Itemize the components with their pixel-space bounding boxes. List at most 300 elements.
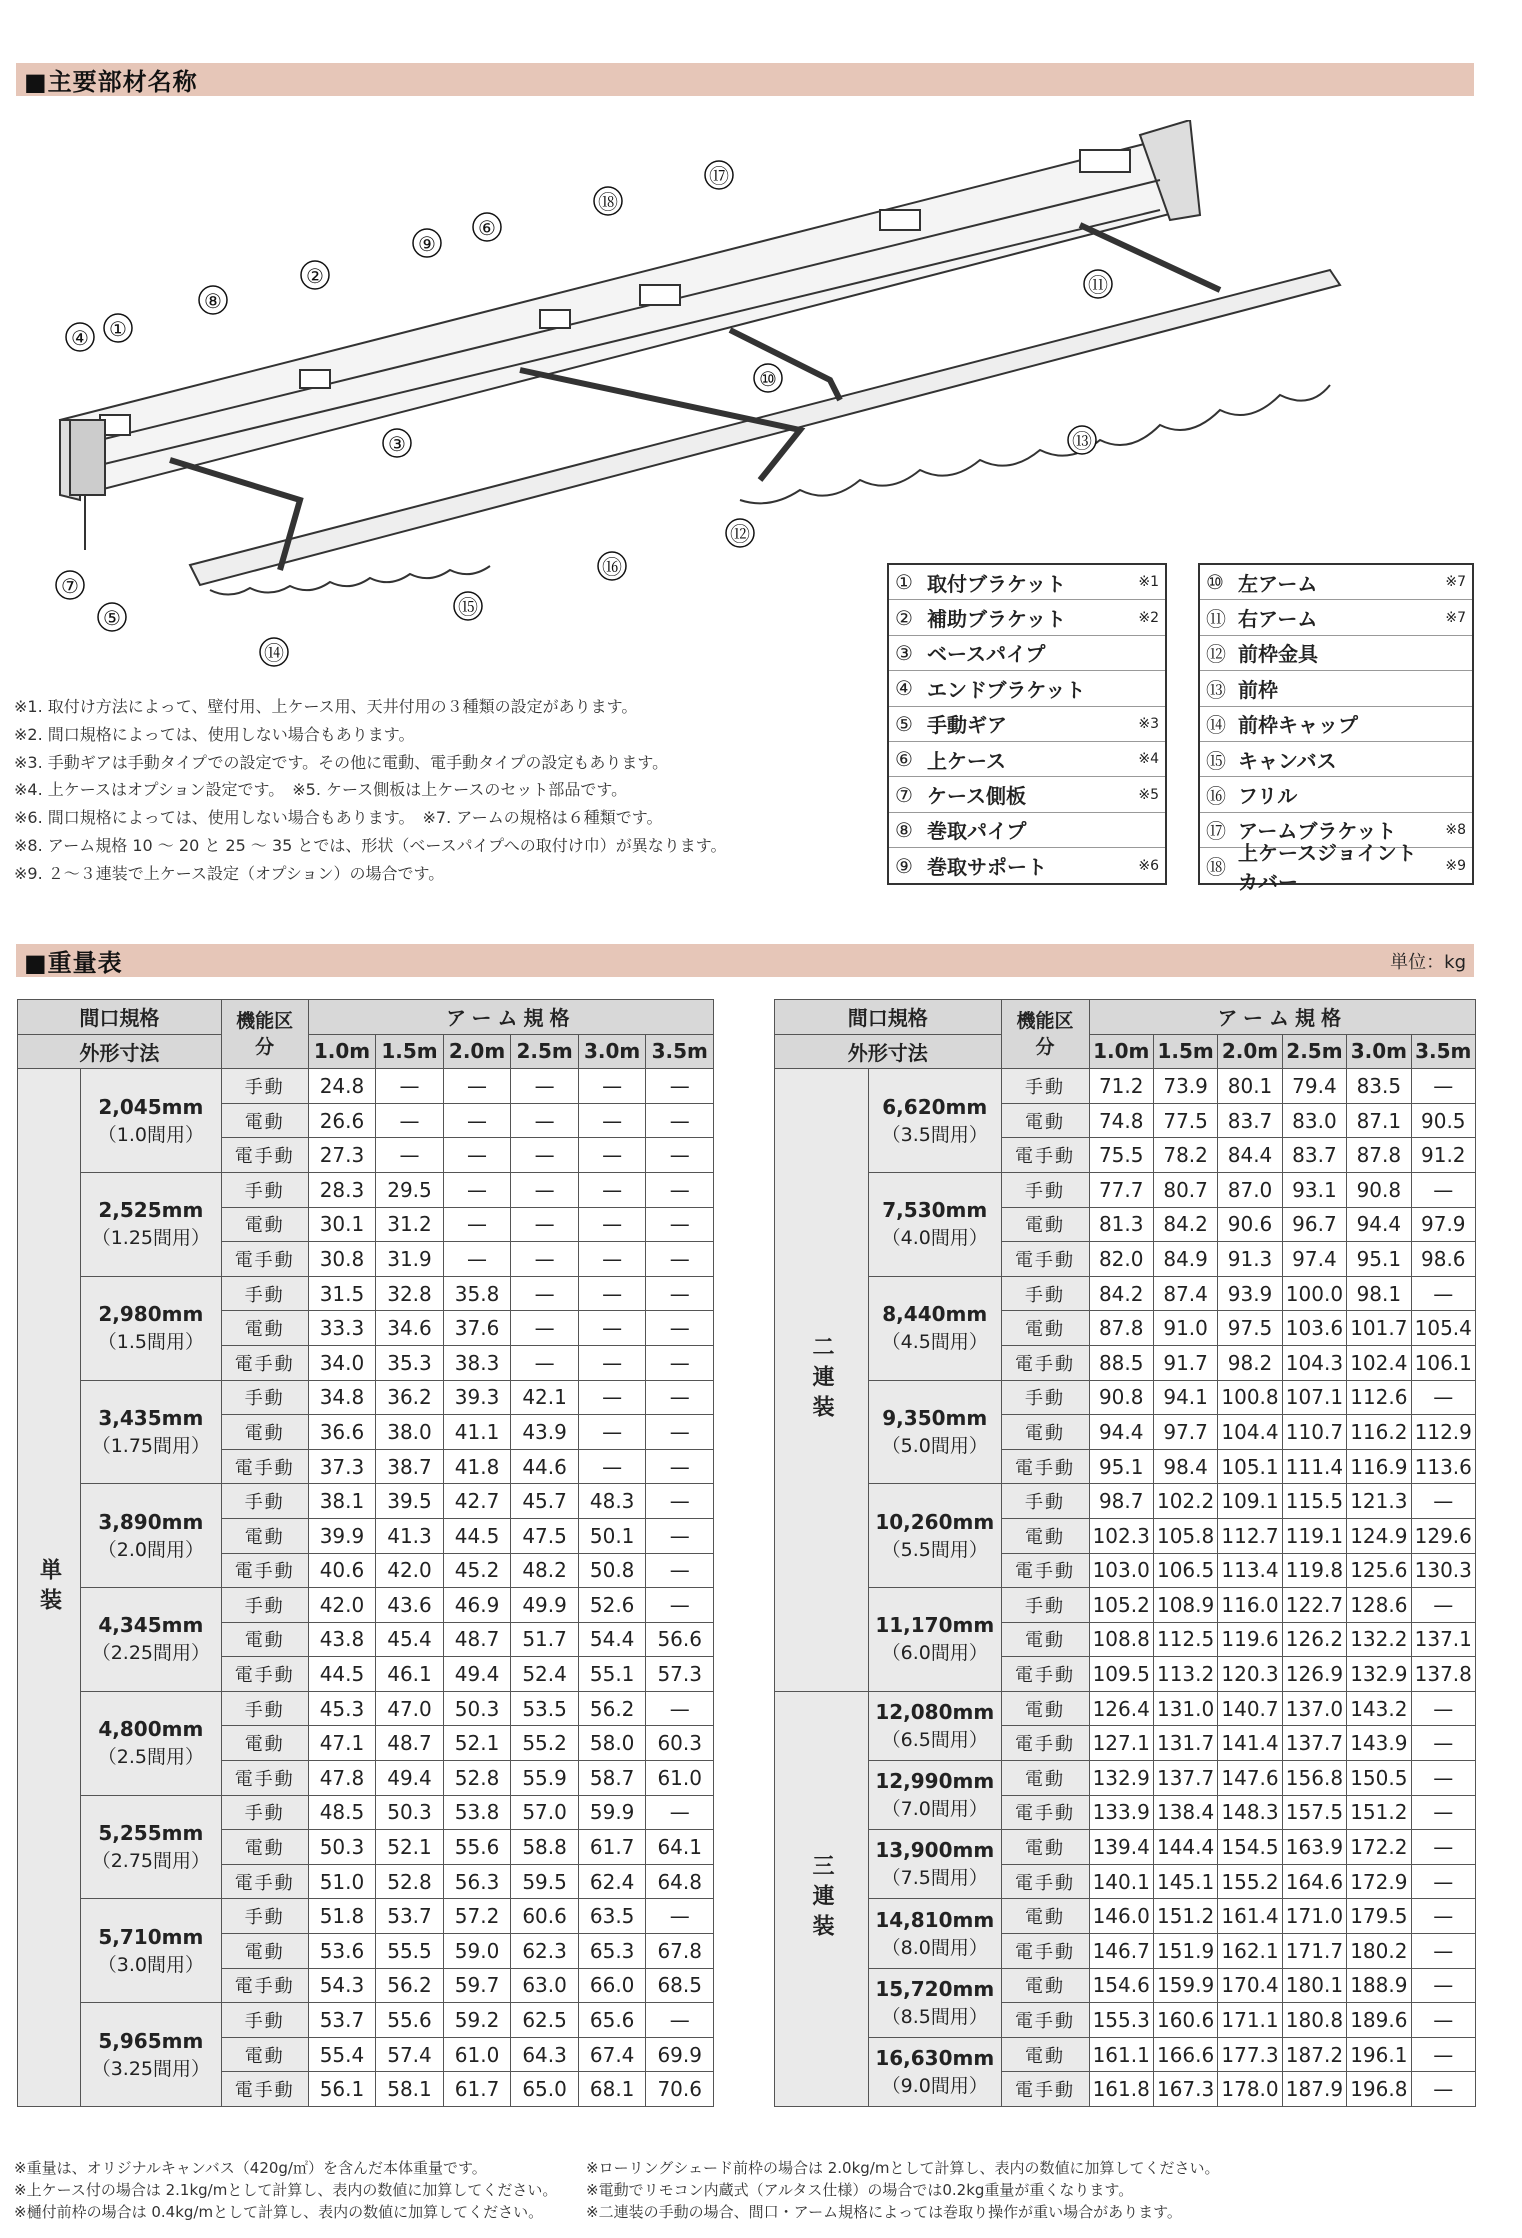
weight-cell: 138.4 bbox=[1153, 1795, 1217, 1830]
weight-cell: — bbox=[1411, 1899, 1475, 1934]
weight-cell: 151.2 bbox=[1153, 1899, 1217, 1934]
header-outer: 外形寸法 bbox=[18, 1034, 222, 1069]
function-cell: 電手動 bbox=[221, 1761, 308, 1796]
header-arm-size: 2.0m bbox=[1218, 1034, 1282, 1069]
size-cell bbox=[869, 1761, 1002, 1830]
header-arm-size: 1.0m bbox=[1089, 1034, 1153, 1069]
weight-cell: — bbox=[646, 1691, 714, 1726]
weight-cell: 137.7 bbox=[1153, 1761, 1217, 1796]
weight-cell: 133.9 bbox=[1089, 1795, 1153, 1830]
parts-row bbox=[889, 742, 1165, 777]
weight-cell: 161.1 bbox=[1089, 2037, 1153, 2072]
part-number: ② bbox=[895, 605, 913, 630]
weight-cell: — bbox=[1411, 1069, 1475, 1104]
part-number: ⑨ bbox=[895, 853, 913, 878]
table-row bbox=[18, 1899, 714, 1934]
size-cell bbox=[81, 1069, 222, 1173]
table-row bbox=[775, 1761, 1476, 1796]
weight-cell: 80.7 bbox=[1153, 1172, 1217, 1207]
weight-cell: 104.3 bbox=[1282, 1345, 1346, 1380]
parts-section-header bbox=[16, 63, 1474, 96]
header-function: 機能区分 bbox=[221, 1000, 308, 1069]
svg-text:⑦: ⑦ bbox=[61, 574, 79, 598]
frontage-span: （6.0間用） bbox=[881, 1642, 988, 1665]
part-name: 上ケースジョイントカバー bbox=[1238, 840, 1417, 894]
weight-cell: 56.2 bbox=[578, 1691, 646, 1726]
weight-cell: 61.0 bbox=[443, 2037, 511, 2072]
weight-cell: 56.1 bbox=[308, 2072, 376, 2107]
weight-cell: 36.6 bbox=[308, 1415, 376, 1450]
weight-cell: 65.6 bbox=[578, 2003, 646, 2038]
weight-cell: 58.7 bbox=[578, 1761, 646, 1796]
weight-cell: 43.9 bbox=[511, 1415, 579, 1450]
function-cell: 電手動 bbox=[221, 1553, 308, 1588]
weight-cell: 98.4 bbox=[1153, 1449, 1217, 1484]
outer-size: 12,080mm bbox=[875, 1699, 995, 1724]
weight-cell: 80.1 bbox=[1218, 1069, 1282, 1104]
size-cell bbox=[869, 1968, 1002, 2037]
weight-cell: 137.0 bbox=[1282, 1691, 1346, 1726]
frontage-span: （7.0間用） bbox=[881, 1798, 988, 1821]
weight-cell: 100.8 bbox=[1218, 1380, 1282, 1415]
weight-cell: 97.7 bbox=[1153, 1415, 1217, 1450]
part-number: ① bbox=[895, 570, 913, 595]
parts-row bbox=[1200, 636, 1472, 671]
weight-cell: 37.6 bbox=[443, 1311, 511, 1346]
weight-cell: 172.2 bbox=[1347, 1830, 1411, 1865]
weight-cell: 110.7 bbox=[1282, 1415, 1346, 1450]
weight-cell: 97.9 bbox=[1411, 1207, 1475, 1242]
weight-cell: 36.2 bbox=[376, 1380, 444, 1415]
part-number: ⑯ bbox=[1206, 784, 1226, 809]
function-cell: 電手動 bbox=[1001, 1864, 1089, 1899]
frontage-span: （4.5間用） bbox=[881, 1331, 988, 1354]
weight-cell: 33.3 bbox=[308, 1311, 376, 1346]
weight-cell: 196.8 bbox=[1347, 2072, 1411, 2107]
weight-cell: 109.5 bbox=[1089, 1657, 1153, 1692]
weight-cell: — bbox=[578, 1069, 646, 1104]
weight-cell: 171.7 bbox=[1282, 1934, 1346, 1969]
header-arm-size: 1.5m bbox=[376, 1034, 444, 1069]
note-line: ※上ケース付の場合は 2.1kg/mとして計算し、表内の数値に加算してください。 bbox=[14, 2181, 558, 2199]
note-line: ※4. 上ケースはオプション設定です。 ※5. ケース側板は上ケースのセット部品です。 bbox=[14, 780, 628, 800]
weight-cell: 66.0 bbox=[578, 1968, 646, 2003]
part-name: ベースパイプ bbox=[927, 642, 1046, 667]
table-row bbox=[18, 1069, 714, 1104]
outer-size: 15,720mm bbox=[875, 1976, 995, 2001]
weight-cell: 51.0 bbox=[308, 1864, 376, 1899]
weight-cell: 59.7 bbox=[443, 1968, 511, 2003]
frontage-span: （2.0間用） bbox=[97, 1538, 204, 1561]
weight-cell: 93.1 bbox=[1282, 1172, 1346, 1207]
weight-cell: 132.9 bbox=[1089, 1761, 1153, 1796]
function-cell: 電手動 bbox=[221, 1138, 308, 1173]
weight-cell: — bbox=[1411, 1830, 1475, 1865]
weight-cell: 129.6 bbox=[1411, 1518, 1475, 1553]
part-name: 前枠金具 bbox=[1238, 642, 1318, 667]
weight-cell: — bbox=[646, 1518, 714, 1553]
header-arm-size: 3.5m bbox=[646, 1034, 714, 1069]
unit-label: 単位：kg bbox=[1390, 951, 1466, 973]
weight-cell: 166.6 bbox=[1153, 2037, 1217, 2072]
weight-cell: — bbox=[1411, 1691, 1475, 1726]
function-cell: 手動 bbox=[1001, 1380, 1089, 1415]
part-note: ※6 bbox=[1138, 857, 1159, 874]
outer-size: 11,170mm bbox=[875, 1613, 995, 1638]
parts-row bbox=[889, 636, 1165, 671]
frontage-span: （8.0間用） bbox=[881, 1936, 988, 1959]
weight-cell: 98.7 bbox=[1089, 1484, 1153, 1519]
weight-cell: 139.4 bbox=[1089, 1830, 1153, 1865]
weight-cell: — bbox=[1411, 1761, 1475, 1796]
function-cell: 手動 bbox=[221, 1276, 308, 1311]
outer-size: 5,965mm bbox=[98, 2028, 204, 2053]
weight-cell: 163.9 bbox=[1282, 1830, 1346, 1865]
size-cell bbox=[869, 1380, 1002, 1484]
weight-cell: 38.3 bbox=[443, 1345, 511, 1380]
weight-cell: 87.1 bbox=[1347, 1103, 1411, 1138]
table-row bbox=[18, 1172, 714, 1207]
function-cell: 手動 bbox=[1001, 1484, 1089, 1519]
size-cell bbox=[81, 1172, 222, 1276]
weight-cell: 116.2 bbox=[1347, 1415, 1411, 1450]
weight-cell: 102.4 bbox=[1347, 1345, 1411, 1380]
frontage-span: （2.75間用） bbox=[91, 1850, 210, 1873]
weight-cell: 45.4 bbox=[376, 1622, 444, 1657]
function-cell: 電手動 bbox=[1001, 1449, 1089, 1484]
weight-cell: 31.2 bbox=[376, 1207, 444, 1242]
function-cell: 電手動 bbox=[221, 1864, 308, 1899]
weight-cell: 31.9 bbox=[376, 1242, 444, 1277]
weight-cell: 35.8 bbox=[443, 1276, 511, 1311]
weight-cell: 65.0 bbox=[511, 2072, 579, 2107]
weight-cell: 42.1 bbox=[511, 1380, 579, 1415]
note-line: ※樋付前枠の場合は 0.4kg/mとして計算し、表内の数値に加算してください。 bbox=[14, 2203, 544, 2221]
function-cell: 電動 bbox=[1001, 1415, 1089, 1450]
weight-cell: 95.1 bbox=[1347, 1242, 1411, 1277]
weight-cell: 58.8 bbox=[511, 1830, 579, 1865]
weight-cell: 143.2 bbox=[1347, 1691, 1411, 1726]
weight-cell: 27.3 bbox=[308, 1138, 376, 1173]
weight-cell: — bbox=[646, 2003, 714, 2038]
weight-cell: — bbox=[578, 1103, 646, 1138]
weight-cell: 48.7 bbox=[443, 1622, 511, 1657]
weight-cell: 58.1 bbox=[376, 2072, 444, 2107]
weight-cell: 59.9 bbox=[578, 1795, 646, 1830]
note-line: ※二連装の手動の場合、間口・アーム規格によっては巻取り操作が重い場合があります。 bbox=[586, 2203, 1182, 2221]
weight-cell: 154.5 bbox=[1218, 1830, 1282, 1865]
part-note: ※1 bbox=[1138, 574, 1159, 591]
function-cell: 電手動 bbox=[1001, 1138, 1089, 1173]
weight-cell: 108.9 bbox=[1153, 1588, 1217, 1623]
part-name: ケース側板 bbox=[927, 784, 1026, 809]
weight-cell: 53.8 bbox=[443, 1795, 511, 1830]
weight-cell: 150.5 bbox=[1347, 1761, 1411, 1796]
weight-cell: 105.8 bbox=[1153, 1518, 1217, 1553]
weight-cell: 37.3 bbox=[308, 1449, 376, 1484]
weight-cell: 111.4 bbox=[1282, 1449, 1346, 1484]
parts-row bbox=[889, 777, 1165, 812]
parts-row bbox=[889, 565, 1165, 600]
part-note: ※4 bbox=[1138, 751, 1159, 768]
weight-cell: 46.9 bbox=[443, 1588, 511, 1623]
weight-cell: 112.7 bbox=[1218, 1518, 1282, 1553]
weight-cell: 83.0 bbox=[1282, 1103, 1346, 1138]
weight-cell: 107.1 bbox=[1282, 1380, 1346, 1415]
group-label: 三連装 bbox=[775, 1691, 869, 2106]
weight-cell: 154.6 bbox=[1089, 1968, 1153, 2003]
outer-size: 3,435mm bbox=[98, 1405, 204, 1430]
weight-cell: — bbox=[646, 1899, 714, 1934]
weight-cell: — bbox=[443, 1172, 511, 1207]
weight-cell: 53.6 bbox=[308, 1934, 376, 1969]
diagram-label-4 bbox=[66, 323, 94, 351]
weight-cell: 60.3 bbox=[646, 1726, 714, 1761]
weight-cell: — bbox=[1411, 1484, 1475, 1519]
weight-cell: 52.8 bbox=[443, 1761, 511, 1796]
table-row bbox=[775, 1172, 1476, 1207]
part-number: ⑫ bbox=[1206, 642, 1226, 667]
note-line: ※電動でリモコン内蔵式（アルタス仕様）の場合では0.2kg重量が重くなります。 bbox=[586, 2181, 1134, 2199]
weight-cell: — bbox=[646, 1311, 714, 1346]
size-cell bbox=[81, 1899, 222, 2003]
weight-cell: 122.7 bbox=[1282, 1588, 1346, 1623]
part-number: ⑮ bbox=[1206, 748, 1226, 773]
table-row bbox=[775, 1588, 1476, 1623]
weight-cell: 90.8 bbox=[1089, 1380, 1153, 1415]
table-row bbox=[775, 1380, 1476, 1415]
weight-cell: — bbox=[511, 1138, 579, 1173]
weight-cell: 46.1 bbox=[376, 1657, 444, 1692]
function-cell: 電動 bbox=[1001, 1622, 1089, 1657]
function-cell: 電手動 bbox=[1001, 1934, 1089, 1969]
function-cell: 電動 bbox=[221, 1622, 308, 1657]
diagram-label-2 bbox=[301, 261, 329, 289]
weight-cell: 57.4 bbox=[376, 2037, 444, 2072]
weight-cell: 34.6 bbox=[376, 1311, 444, 1346]
weight-cell: — bbox=[646, 1138, 714, 1173]
weight-cell: 68.1 bbox=[578, 2072, 646, 2107]
weight-cell: 120.3 bbox=[1218, 1657, 1282, 1692]
weight-cell: 144.4 bbox=[1153, 1830, 1217, 1865]
function-cell: 手動 bbox=[221, 1069, 308, 1104]
table-row bbox=[18, 1484, 714, 1519]
weight-cell: 41.3 bbox=[376, 1518, 444, 1553]
weight-cell: 48.3 bbox=[578, 1484, 646, 1519]
diagram-label-13 bbox=[1068, 426, 1096, 454]
weight-cell: 55.5 bbox=[376, 1934, 444, 1969]
weight-cell: 55.2 bbox=[511, 1726, 579, 1761]
svg-text:⑱: ⑱ bbox=[598, 190, 618, 214]
weight-cell: 103.0 bbox=[1089, 1553, 1153, 1588]
weight-cell: 57.0 bbox=[511, 1795, 579, 1830]
table-row bbox=[775, 1899, 1476, 1934]
diagram-label-18 bbox=[594, 187, 622, 215]
weight-cell: 84.2 bbox=[1089, 1276, 1153, 1311]
weight-cell: 187.2 bbox=[1282, 2037, 1346, 2072]
weight-cell: — bbox=[646, 1449, 714, 1484]
part-note: ※5 bbox=[1138, 786, 1159, 803]
weight-cell: 48.2 bbox=[511, 1553, 579, 1588]
part-number: ③ bbox=[895, 640, 913, 665]
outer-size: 8,440mm bbox=[882, 1302, 988, 1327]
weight-cell: 112.9 bbox=[1411, 1415, 1475, 1450]
table-row bbox=[775, 1069, 1476, 1104]
svg-text:⑯: ⑯ bbox=[602, 555, 622, 579]
weight-cell: 91.2 bbox=[1411, 1138, 1475, 1173]
weight-cell: 116.9 bbox=[1347, 1449, 1411, 1484]
svg-text:⑩: ⑩ bbox=[759, 367, 777, 391]
weight-cell: 91.0 bbox=[1153, 1311, 1217, 1346]
weight-cell: 47.1 bbox=[308, 1726, 376, 1761]
weight-cell: 57.2 bbox=[443, 1899, 511, 1934]
frontage-span: （7.5間用） bbox=[881, 1867, 988, 1890]
weight-cell: 73.9 bbox=[1153, 1069, 1217, 1104]
function-cell: 電動 bbox=[1001, 1968, 1089, 2003]
function-cell: 電動 bbox=[1001, 1207, 1089, 1242]
weight-cell: 49.9 bbox=[511, 1588, 579, 1623]
table-row bbox=[18, 1795, 714, 1830]
weight-cell: — bbox=[646, 1415, 714, 1450]
weight-cell: 83.7 bbox=[1218, 1103, 1282, 1138]
weight-cell: 26.6 bbox=[308, 1103, 376, 1138]
weight-cell: 102.3 bbox=[1089, 1518, 1153, 1553]
note-line: ※ローリングシェード前枠の場合は 2.0kg/mとして計算し、表内の数値に加算してください。 bbox=[586, 2159, 1220, 2177]
weight-cell: 43.6 bbox=[376, 1588, 444, 1623]
size-cell bbox=[869, 1069, 1002, 1173]
note-line: ※重量は、オリジナルキャンバス（420g/㎡）を含んだ本体重量です。 bbox=[14, 2159, 487, 2177]
weight-cell: 63.5 bbox=[578, 1899, 646, 1934]
table-row bbox=[18, 1380, 714, 1415]
weight-cell: 59.0 bbox=[443, 1934, 511, 1969]
function-cell: 手動 bbox=[221, 1899, 308, 1934]
weight-cell: 94.1 bbox=[1153, 1380, 1217, 1415]
function-cell: 電手動 bbox=[1001, 1795, 1089, 1830]
diagram-label-8 bbox=[199, 286, 227, 314]
weight-notes-right bbox=[586, 2157, 1486, 2223]
function-cell: 電手動 bbox=[1001, 2072, 1089, 2107]
weight-cell: — bbox=[1411, 1588, 1475, 1623]
weight-cell: 137.7 bbox=[1282, 1726, 1346, 1761]
frontage-span: （5.0間用） bbox=[881, 1434, 988, 1457]
weight-cell: — bbox=[646, 1795, 714, 1830]
parts-row bbox=[1200, 742, 1472, 777]
function-cell: 電動 bbox=[221, 1415, 308, 1450]
header-frontage: 間口規格 bbox=[775, 1000, 1002, 1035]
weight-cell: 53.5 bbox=[511, 1691, 579, 1726]
weight-cell: 171.1 bbox=[1218, 2003, 1282, 2038]
size-cell bbox=[81, 1484, 222, 1588]
weight-cell: 128.6 bbox=[1347, 1588, 1411, 1623]
weight-cell: 34.8 bbox=[308, 1380, 376, 1415]
weight-cell: — bbox=[511, 1103, 579, 1138]
part-name: 上ケース bbox=[927, 748, 1006, 773]
part-number: ⑪ bbox=[1206, 607, 1226, 632]
group-label: 単装 bbox=[18, 1069, 81, 2107]
function-cell: 電動 bbox=[1001, 2037, 1089, 2072]
svg-text:⑧: ⑧ bbox=[204, 289, 222, 313]
weight-cell: 62.4 bbox=[578, 1864, 646, 1899]
weight-cell: — bbox=[1411, 1380, 1475, 1415]
function-cell: 手動 bbox=[1001, 1276, 1089, 1311]
weight-cell: 57.3 bbox=[646, 1657, 714, 1692]
weight-cell: 88.5 bbox=[1089, 1345, 1153, 1380]
weight-cell: 61.7 bbox=[578, 1830, 646, 1865]
header-outer: 外形寸法 bbox=[775, 1034, 1002, 1069]
weight-cell: 137.8 bbox=[1411, 1657, 1475, 1692]
weight-cell: 98.2 bbox=[1218, 1345, 1282, 1380]
header-function: 機能区分 bbox=[1001, 1000, 1089, 1069]
weight-cell: 167.3 bbox=[1153, 2072, 1217, 2107]
diagram-label-3 bbox=[383, 429, 411, 457]
weight-cell: — bbox=[646, 1345, 714, 1380]
weight-cell: 148.3 bbox=[1218, 1795, 1282, 1830]
weight-cell: 71.2 bbox=[1089, 1069, 1153, 1104]
frontage-span: （1.75間用） bbox=[91, 1434, 210, 1457]
part-number: ⑦ bbox=[895, 782, 913, 807]
weight-cell: 105.2 bbox=[1089, 1588, 1153, 1623]
weight-cell: 125.6 bbox=[1347, 1553, 1411, 1588]
function-cell: 手動 bbox=[221, 1484, 308, 1519]
weight-cell: 141.4 bbox=[1218, 1726, 1282, 1761]
table-row bbox=[775, 1484, 1476, 1519]
weight-cell: 180.8 bbox=[1282, 2003, 1346, 2038]
weight-cell: 35.3 bbox=[376, 1345, 444, 1380]
weight-cell: 140.7 bbox=[1218, 1691, 1282, 1726]
weight-cell: 52.6 bbox=[578, 1588, 646, 1623]
weight-cell: — bbox=[578, 1380, 646, 1415]
weight-cell: 112.5 bbox=[1153, 1622, 1217, 1657]
part-name: 前枠 bbox=[1238, 677, 1278, 702]
frontage-span: （8.5間用） bbox=[881, 2005, 988, 2028]
weight-cell: 44.6 bbox=[511, 1449, 579, 1484]
function-cell: 手動 bbox=[221, 1795, 308, 1830]
weight-cell: 56.6 bbox=[646, 1622, 714, 1657]
function-cell: 電手動 bbox=[221, 1968, 308, 2003]
svg-text:⑫: ⑫ bbox=[730, 522, 750, 546]
weight-cell: — bbox=[443, 1103, 511, 1138]
weight-cell: 94.4 bbox=[1347, 1207, 1411, 1242]
weight-cell: 78.2 bbox=[1153, 1138, 1217, 1173]
part-name: キャンバス bbox=[1238, 748, 1337, 773]
weight-cell: — bbox=[376, 1138, 444, 1173]
parts-row bbox=[1200, 671, 1472, 706]
weight-cell: 106.5 bbox=[1153, 1553, 1217, 1588]
part-name: 取付ブラケット bbox=[927, 571, 1066, 596]
weight-cell: — bbox=[376, 1103, 444, 1138]
weight-cell: 79.4 bbox=[1282, 1069, 1346, 1104]
weight-cell: 113.2 bbox=[1153, 1657, 1217, 1692]
diagram-label-11 bbox=[1084, 270, 1112, 298]
weight-cell: 62.5 bbox=[511, 2003, 579, 2038]
weight-cell: 54.4 bbox=[578, 1622, 646, 1657]
weight-cell: 49.4 bbox=[443, 1657, 511, 1692]
weight-cell: — bbox=[1411, 1795, 1475, 1830]
weight-section-header bbox=[16, 944, 1474, 977]
weight-cell: 84.4 bbox=[1218, 1138, 1282, 1173]
parts-row bbox=[889, 707, 1165, 742]
weight-cell: 178.0 bbox=[1218, 2072, 1282, 2107]
function-cell: 手動 bbox=[1001, 1172, 1089, 1207]
parts-list-left bbox=[887, 563, 1167, 885]
weight-cell: 50.8 bbox=[578, 1553, 646, 1588]
function-cell: 電手動 bbox=[1001, 1553, 1089, 1588]
weight-cell: 146.7 bbox=[1089, 1934, 1153, 1969]
weight-cell: 105.4 bbox=[1411, 1311, 1475, 1346]
header-arm-size: 2.5m bbox=[1282, 1034, 1346, 1069]
diagram-label-17 bbox=[705, 161, 733, 189]
weight-cell: 97.4 bbox=[1282, 1242, 1346, 1277]
